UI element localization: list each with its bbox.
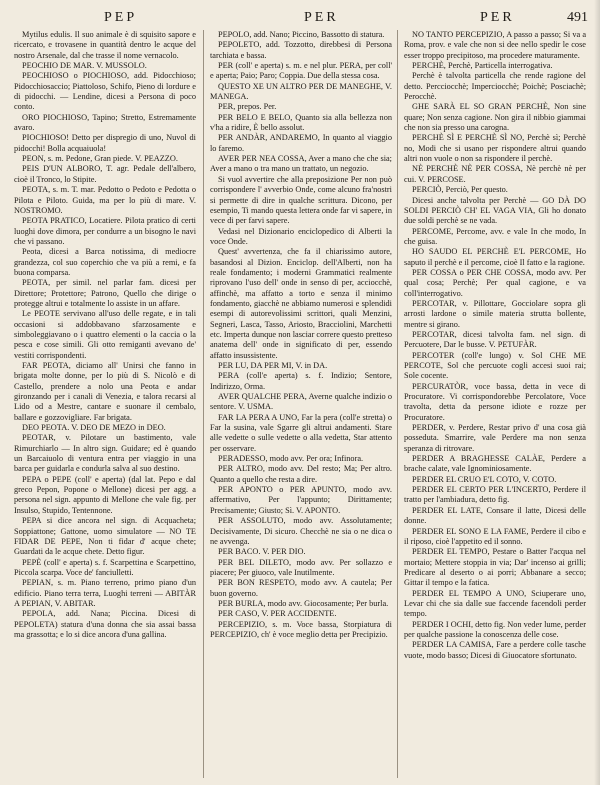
dictionary-entry: PERCURATÒR, voce bassa, detta in vece di Procuratore. Vi corrispondorebbe Percolatore, Voce travolta, detta da persone idiote e rozze per Procuratore. [404,381,586,422]
dictionary-entry: FAR PEOTA, diciamo all' Unirsi che fanno in brigata molte donne, per lo più di S. Nicolò e di Castello, prendere a nolo una Peota e andar gironzando per i canali di Venezia, e talora recarsi al Lido od a Mestre, cantare e suonare il cembalo, ballare e gozzovigliare. Far brigata. [14,361,196,422]
dictionary-entry: FAR LA PERA A UNO, Far la pera (coll'e stretta) o Far la susina, vale Sgarre gli altrui andamenti. Stare alle vedette o sulle vedette o alla vedetta, Star attento per osservare. [210,412,392,453]
dictionary-entry: Le PEOTE servivano all'uso delle regate, e in tali occasioni si addobbavano sfarzosamente e simboleggiavano o i quattro elementi o la caccia o la pesca e cose simili. Gli otto remiganti avevano de' vestiti corrispondenti. [14,309,196,360]
dictionary-entry: PERDER, v. Perdere, Restar privo d' una cosa già posseduta. Smarrire, vale Perdere ma non senza speranza di ritrovare. [404,423,586,453]
dictionary-entry: PEPA si dice ancora nel sign. di Acquacheta; Soppiattone; Gattone, uomo simulatore — NO TE FIDAR DE PEPE, Non ti fidar d' acque chete; Guardati da le acque chete. Detto figur. [14,516,196,557]
dictionary-entry: PEIS D'UN ALBORO, T. agr. Pedale dell'albero, cioè il Tronco, lo Stipite. [14,164,196,184]
dictionary-entry: PIOCHIOSO! Detto per dispregio di uno, Nuvol di pidocchi! Bolla acquaiuola! [14,133,196,153]
dictionary-entry: HO SAUDO EL PERCHÈ E'L PERCOME, Ho saputo il perchè e il percome, cioè Il fatto e la ragione. [404,247,586,267]
dictionary-entry: PERDER EL CRUO E'L COTO, V. COTO. [412,474,557,484]
dictionary-entry: PERDER EL SONO E LA FAME, Perdere il cibo e il riposo, cioè l'appetito ed il sonno. [404,526,586,546]
column-divider [203,30,204,778]
dictionary-entry: Peota, dicesi a Barca notissima, di mediocre grandezza, col suo coperchio che va più a remi, e fa buona comparsa. [14,247,196,277]
dictionary-entry: GHE SARÀ EL SO GRAN PERCHÈ, Non sine quare; Non senza cagione. Non gira il nibbio giammai che non sia presso una carogna. [404,102,586,133]
dictionary-entry: PEPA o PEPE (coll' e aperta) (dal lat. Pepo e dal greco Pepon, Popone o Mellone) dicesi per agg. a persona nel sign. appunto di Mellone che vale fig. per Insulso, Stupido, Tentennone. [14,474,196,515]
dictionary-entry: PER ASSOLUTO, modo avv. Assolutamente; Decisivamente, Di sicuro. Checchè ne sia o ne dica o ne avvenga. [210,516,392,546]
dictionary-entry: PERCIÒ, Perciò, Per questo. [412,185,508,195]
dictionary-entry: DEO PEOTA. V. DEO DE MEZO in DEO. [22,423,166,433]
dictionary-entry: PEOCHIOSO o PIOCHIOSO, add. Pidocchioso; Pidocchiosaccio; Piattoloso, Schifo, Pieno di lordure e di pidocchi. — Lendine, dicesi a Persona di poco conto. [14,71,196,112]
dictionary-entry: PER, prepos. Per. [218,102,277,112]
column-divider [397,30,398,778]
dictionary-entry: PERCHÈ, Perchè, Particella interrogativa. [412,61,553,71]
dictionary-entry: PER CASO, V. PER ACCIDENTE. [218,609,337,619]
dictionary-entry: Vedasi nel Dizionario enciclopedico di Alberti la voce Onde. [210,226,392,246]
dictionary-entry: PEOTAR, v. Pilotare un bastimento, vale Rimurchiarlo — In altro sign. Guidare; ed è quando un Barcaiuolo di ventura entra per viaggio in una barca per guidarla e condurla salva al suo destino. [14,433,196,474]
dictionary-entry: PER LU, DA PER MI, V. in DA. [218,361,328,370]
dictionary-entry: PER BACO. V. PER DIO. [218,547,306,557]
column-middle [210,30,392,778]
dictionary-entry: PEON, s. m. Pedone, Gran piede. V. PEAZZO. [22,154,178,164]
dictionary-entry: AVER PER NEA COSSA, Aver a mano che che sia; Aver a mano o tra mano un trattato, un negozio. [210,154,392,174]
dictionary-entry: PER ANDÀR, ANDAREMO, In quanto al viaggio lo faremo. [210,133,392,153]
dictionary-entry: PER ALTRO, modo avv. Del resto; Ma; Per altro. Quanto a quello che resta a dire. [210,464,392,484]
dictionary-entry: PEPOLO, add. Nano; Piccino, Bassotto di statura. [218,30,385,39]
dictionary-entry: PEPOLETO, add. Tozzotto, direbbesi di Persona tarchiata e bassa. [210,40,392,60]
dictionary-entry: PER COSSA o PER CHE COSSA, modo avv. Per qual cosa; Perchè; Per qual cagione, e va coll'interrogativo. [404,267,586,298]
dictionary-entry: PERDER LA CAMISA, Fare a perdere colle tasche vuote, modo basso; Dicesi di Giuocatore sfortunato. [404,640,586,660]
header-right-guide-word: PER [480,10,515,25]
dictionary-entry: PEPIAN, s. m. Piano terreno, primo piano d'un edificio. Piano terra terra, Luoghi terreni — ABITÀR A PEPIAN, V. ABITAR. [14,578,196,608]
dictionary-entry: QUESTO XE UN ALTRO PER DE MANEGHE, V. MANEGA. [210,81,392,102]
dictionary-entry: PER BON RESPETO, modo avv. A cautela; Per buon governo. [210,578,392,598]
dictionary-entry: PER BURLA, modo avv. Giocosamente; Per burla. [218,598,389,608]
dictionary-entry: PERCHÈ SÌ E PERCHÈ SÌ NO, Perchè sì; Perchè no, Modi che si usano per rispondere altrui quando altri non vuole o non sa rispondere il perchè. [404,133,586,164]
dictionary-entry: PEOTA, s. m. T. mar. Pedotto o Pedoto e Pedotta o Pilota e Piloto. Guida, ma per lo più di mare. V. NOSTROMO. [14,185,196,215]
dictionary-entry: PER (coll' e aperta) s. m. e nel plur. PERA, per coll' e aperta; Paio; Paro; Coppia. Due della stessa cosa. [210,61,392,81]
dictionary-entry: PERA (coll'e aperta) s. f. Indizio; Sentore, Indirizzo, Orma. [210,371,392,391]
page-edge-shadow [594,0,600,785]
dictionary-entry: PERDER EL TEMPO, Pestare o Batter l'acqua nel mortaio; Mettere stoppia in via; Dar' incenso ai grilli; Predicare al deserto o ai porri; Abbanare a secco; Gittar il tempo e la fatica. [404,547,586,588]
dictionary-entry: PER BEL DILETO, modo avv. Per sollazzo e piacere; Per giuoco, vale Inutilmente. [210,557,392,577]
dictionary-entry: PER BELO E BELO, Quanto sia alla bellezza non v'ha a ridire, È bello assolut. [210,112,392,133]
dictionary-entry: PEOTA, per simil. nel parlar fam. dicesi per Direttore; Protettore; Patrono, Quello che dirige o protegge altrui e totalmente lo assiste in un affare. [14,278,196,308]
dictionary-entry: PERCOTAR, dicesi talvolta fam. nel sign. di Percuotere, Dar le busse. V. PETUFÀR. [404,329,586,350]
dictionary-entry: NÈ PERCHÈ NÈ PER COSSA, Nè perchè nè per cui. V. PERCOSE. [404,164,586,184]
dictionary-entry: AVER QUALCHE PERA, Averne qualche indizio o sentore. V. USMA. [210,392,392,412]
dictionary-entry: PEOCHIO DE MAR. V. MUSSOLO. [22,61,147,71]
dictionary-entry: PERCOTAR, v. Pillottare, Gocciolare sopra gli arrosti lardone o simile materia strutta bollente, mentre si girano. [404,298,586,329]
dictionary-entry: PERDER EL LATE, Consare il latte, Dicesi delle donne. [404,505,586,526]
column-left [14,30,196,778]
dictionary-entry: PERDER EL TEMPO A UNO, Sciuperare uno, Levar chi che sia dalle sue faccende facendoli perder tempo. [404,588,586,619]
column-right [404,30,586,778]
dictionary-entry: PERCOTER (coll'e lungo) v. Sol CHE ME PERCOTE, Sol che percuote cogli accesi suoi rai; Sole cocente. [404,350,586,381]
dictionary-entry: Si vuol avvertire che alla preposizione Per non può corrispondere l' avverbio Onde, come alcuno fra'nostri si permette di dire in qualche scrittura. Dicono, per esempio, Ti mando questa lettera onde far vi sapere, in vece di per farvi sapere. [210,174,392,226]
dictionary-entry: PERCEPIZIO, s. m. Voce bassa, Storpiatura di PERCEPIZIO, ch' è voce meglio detta per Precipizio. [210,619,392,639]
dictionary-entry: PERADESSO, modo avv. Per ora; Infinora. [218,454,364,464]
dictionary-entry: PERDER I OCHI, detto fig. Non veder lume, perder per qualche passione la conoscenza delle cose. [404,619,586,639]
dictionary-entry: PEPOLA, add. Nana; Piccina. Dicesi di PEPOLETA) statura d'una donna che sia assai bassa ma grassotta; e lo si dice ancora d'una gallina. [14,609,196,639]
header-left-guide-word: PEP [104,10,138,25]
dictionary-entry: PEOTA PRATICO, Locatiere. Pilota pratico di certi luoghi dove dimora, per condurre a un bisogno le navi che vi passano. [14,216,196,246]
dictionary-entry: PERCOME, Percome, avv. e vale In che modo, In che guisa. [404,226,586,246]
dictionary-entry: Mytilus edulis. Il suo animale è di squisito sapore e ricercato, e trovasene in quantità dentro le acque del nostro Arsenale, dal che trasse il nome vernacolo. [14,30,196,60]
dictionary-entry: PERDER EL CERTO PER L'INCERTO, Perdere il tratto per l'ambiadura, detto fig. [404,485,586,505]
header-center-guide-word: PER [304,10,339,25]
dictionary-entry: PERDER A BRAGHESSE CALÀE, Perdere a brache calate, vale Ignominiosamente. [404,454,586,474]
dictionary-entry: Quest' avvertenza, che fa il chiarissimo autore, basandosi al Dizion. Enciclop. dell'Alberti, non ha reale fondamento; i moderni Grammatici realmente riprovano l'uso dell' onde in senso di per, acciocchè, affinchè, ma affatto a torto e senza il minimo fondamento, giacchè ne abbiamo numerosi e splendidi esempi di autorevolissimi scrittori, quali Menzini, Segneri, Lasca, Tasso, Ariosto, Bracciolini, Marchetti etc. Imperta dunque non lasciar correre questo pretteso anatema dell' onde in significato di per, essendo affatto insussistente. [210,247,392,360]
dictionary-entry: NO TANTO PERCEPIZIO, A passo a passo; Si va a Roma, prov. e vale che non si dee nello spedir le cose esser troppo precipitoso, ma procedere maturamente. [404,30,586,60]
dictionary-entry: Perchè è talvolta particella che rende ragione del detto. Percciocchè; Imperciocchè; Poichè; Posciachè; Perocchè. [404,71,586,102]
dictionary-entry: Dicesi anche talvolta per Perchè — GO DÀ DO SOLDI PERCIÒ CH' EL VAGA VIA, Gli ho donato due soldi perchè se ne vada. [404,195,586,226]
running-header [22,10,588,30]
dictionary-entry: ORO PIOCHIOSO, Tapino; Stretto, Estremamente avaro. [14,112,196,133]
dictionary-entry: PER APONTO o PER APUNTO, modo avv. affermativo, Per l'appunto; Dirittamente; Precisamente; Giusto; Sì. V. APONTO. [210,485,392,515]
page-number: 491 [567,10,588,25]
dictionary-entry: PEPÈ (coll' e aperta) s. f. Scarpettina e Scarpettino, Piccola scarpa. Voce de' fanciulletti. [14,557,196,577]
